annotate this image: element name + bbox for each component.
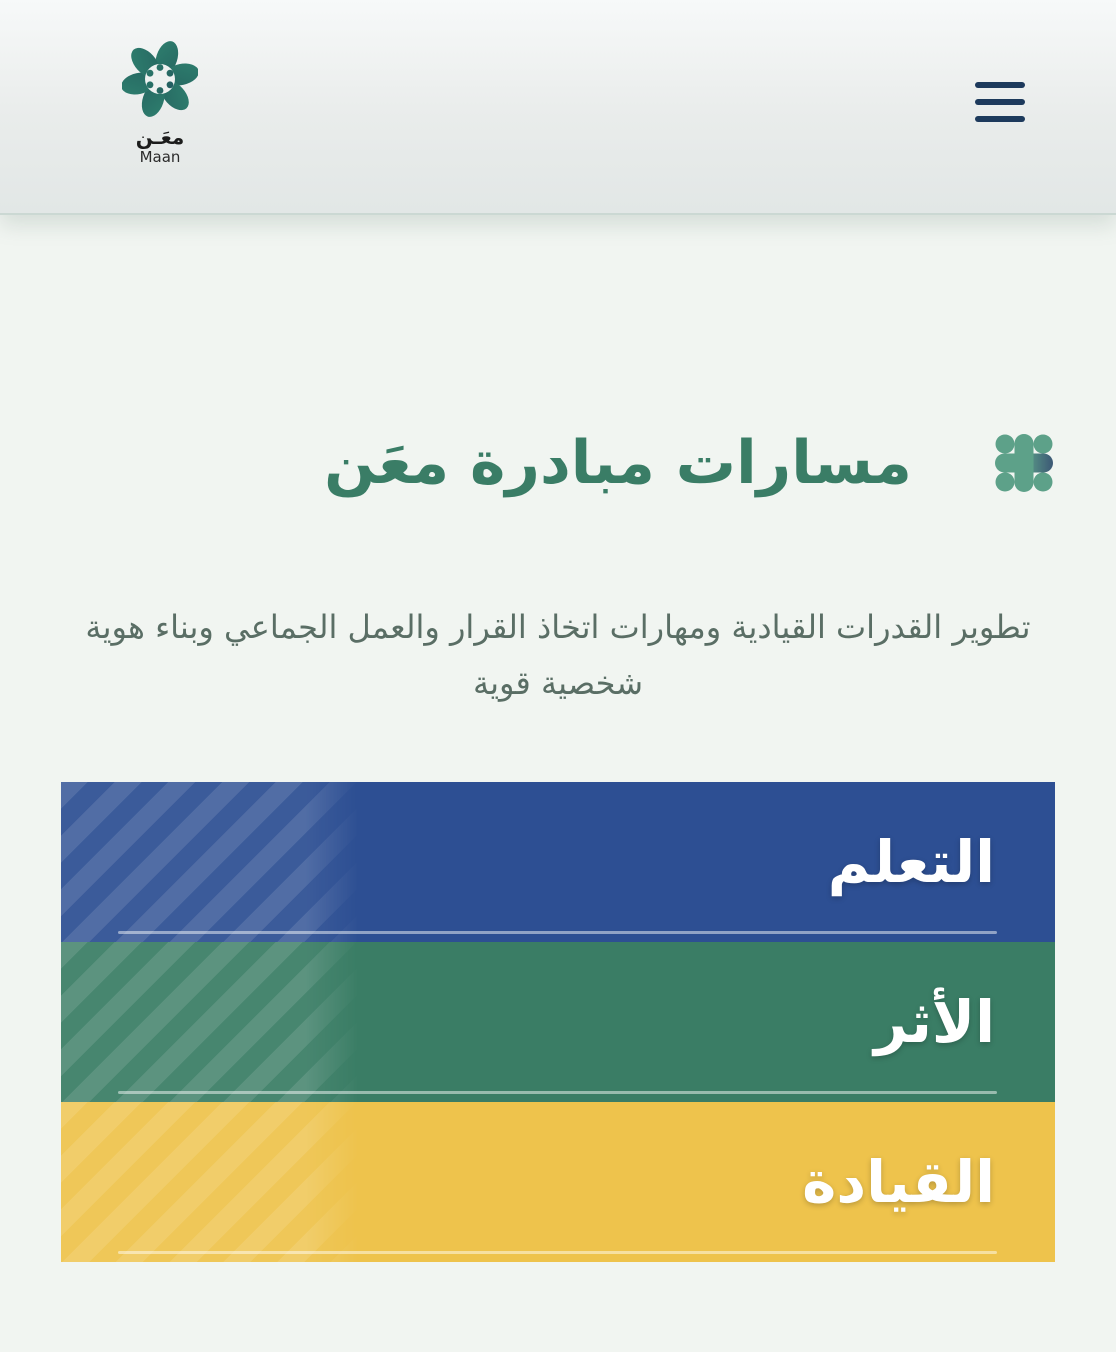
flower-cross-icon — [994, 433, 1054, 493]
page-title: مسارات مبادرة معَن — [324, 428, 912, 498]
diagonal-stripes-decoration — [61, 782, 359, 942]
track-underline — [118, 1091, 997, 1094]
track-card-impact[interactable] — [61, 942, 1055, 1102]
diagonal-stripes-decoration — [61, 1102, 359, 1262]
menu-button[interactable] — [975, 80, 1025, 124]
hero-title-row — [0, 415, 1116, 511]
track-underline — [118, 1251, 997, 1254]
hamburger-icon — [975, 82, 1025, 88]
main-content — [0, 415, 1116, 1262]
page-subtitle: تطوير القدرات القيادية ومهارات اتخاذ القرار والعمل الجماعي وبناء هوية شخصية قوية — [85, 608, 1031, 702]
track-underline — [118, 931, 997, 934]
hamburger-icon — [975, 116, 1025, 122]
app-header — [0, 0, 1116, 215]
track-card-leadership[interactable] — [61, 1102, 1055, 1262]
maan-logo[interactable] — [122, 40, 198, 166]
track-label: التعلم — [827, 828, 995, 896]
tracks-list — [61, 782, 1055, 1262]
track-label: القيادة — [802, 1148, 995, 1216]
track-label: الأثر — [874, 988, 995, 1056]
diagonal-stripes-decoration — [61, 942, 359, 1102]
track-card-learning[interactable] — [61, 782, 1055, 942]
logo-arabic-text: معَـن — [135, 125, 185, 149]
hamburger-icon — [975, 99, 1025, 105]
maan-flower-logo-icon — [122, 40, 198, 124]
logo-latin-text: Maan — [139, 148, 181, 166]
